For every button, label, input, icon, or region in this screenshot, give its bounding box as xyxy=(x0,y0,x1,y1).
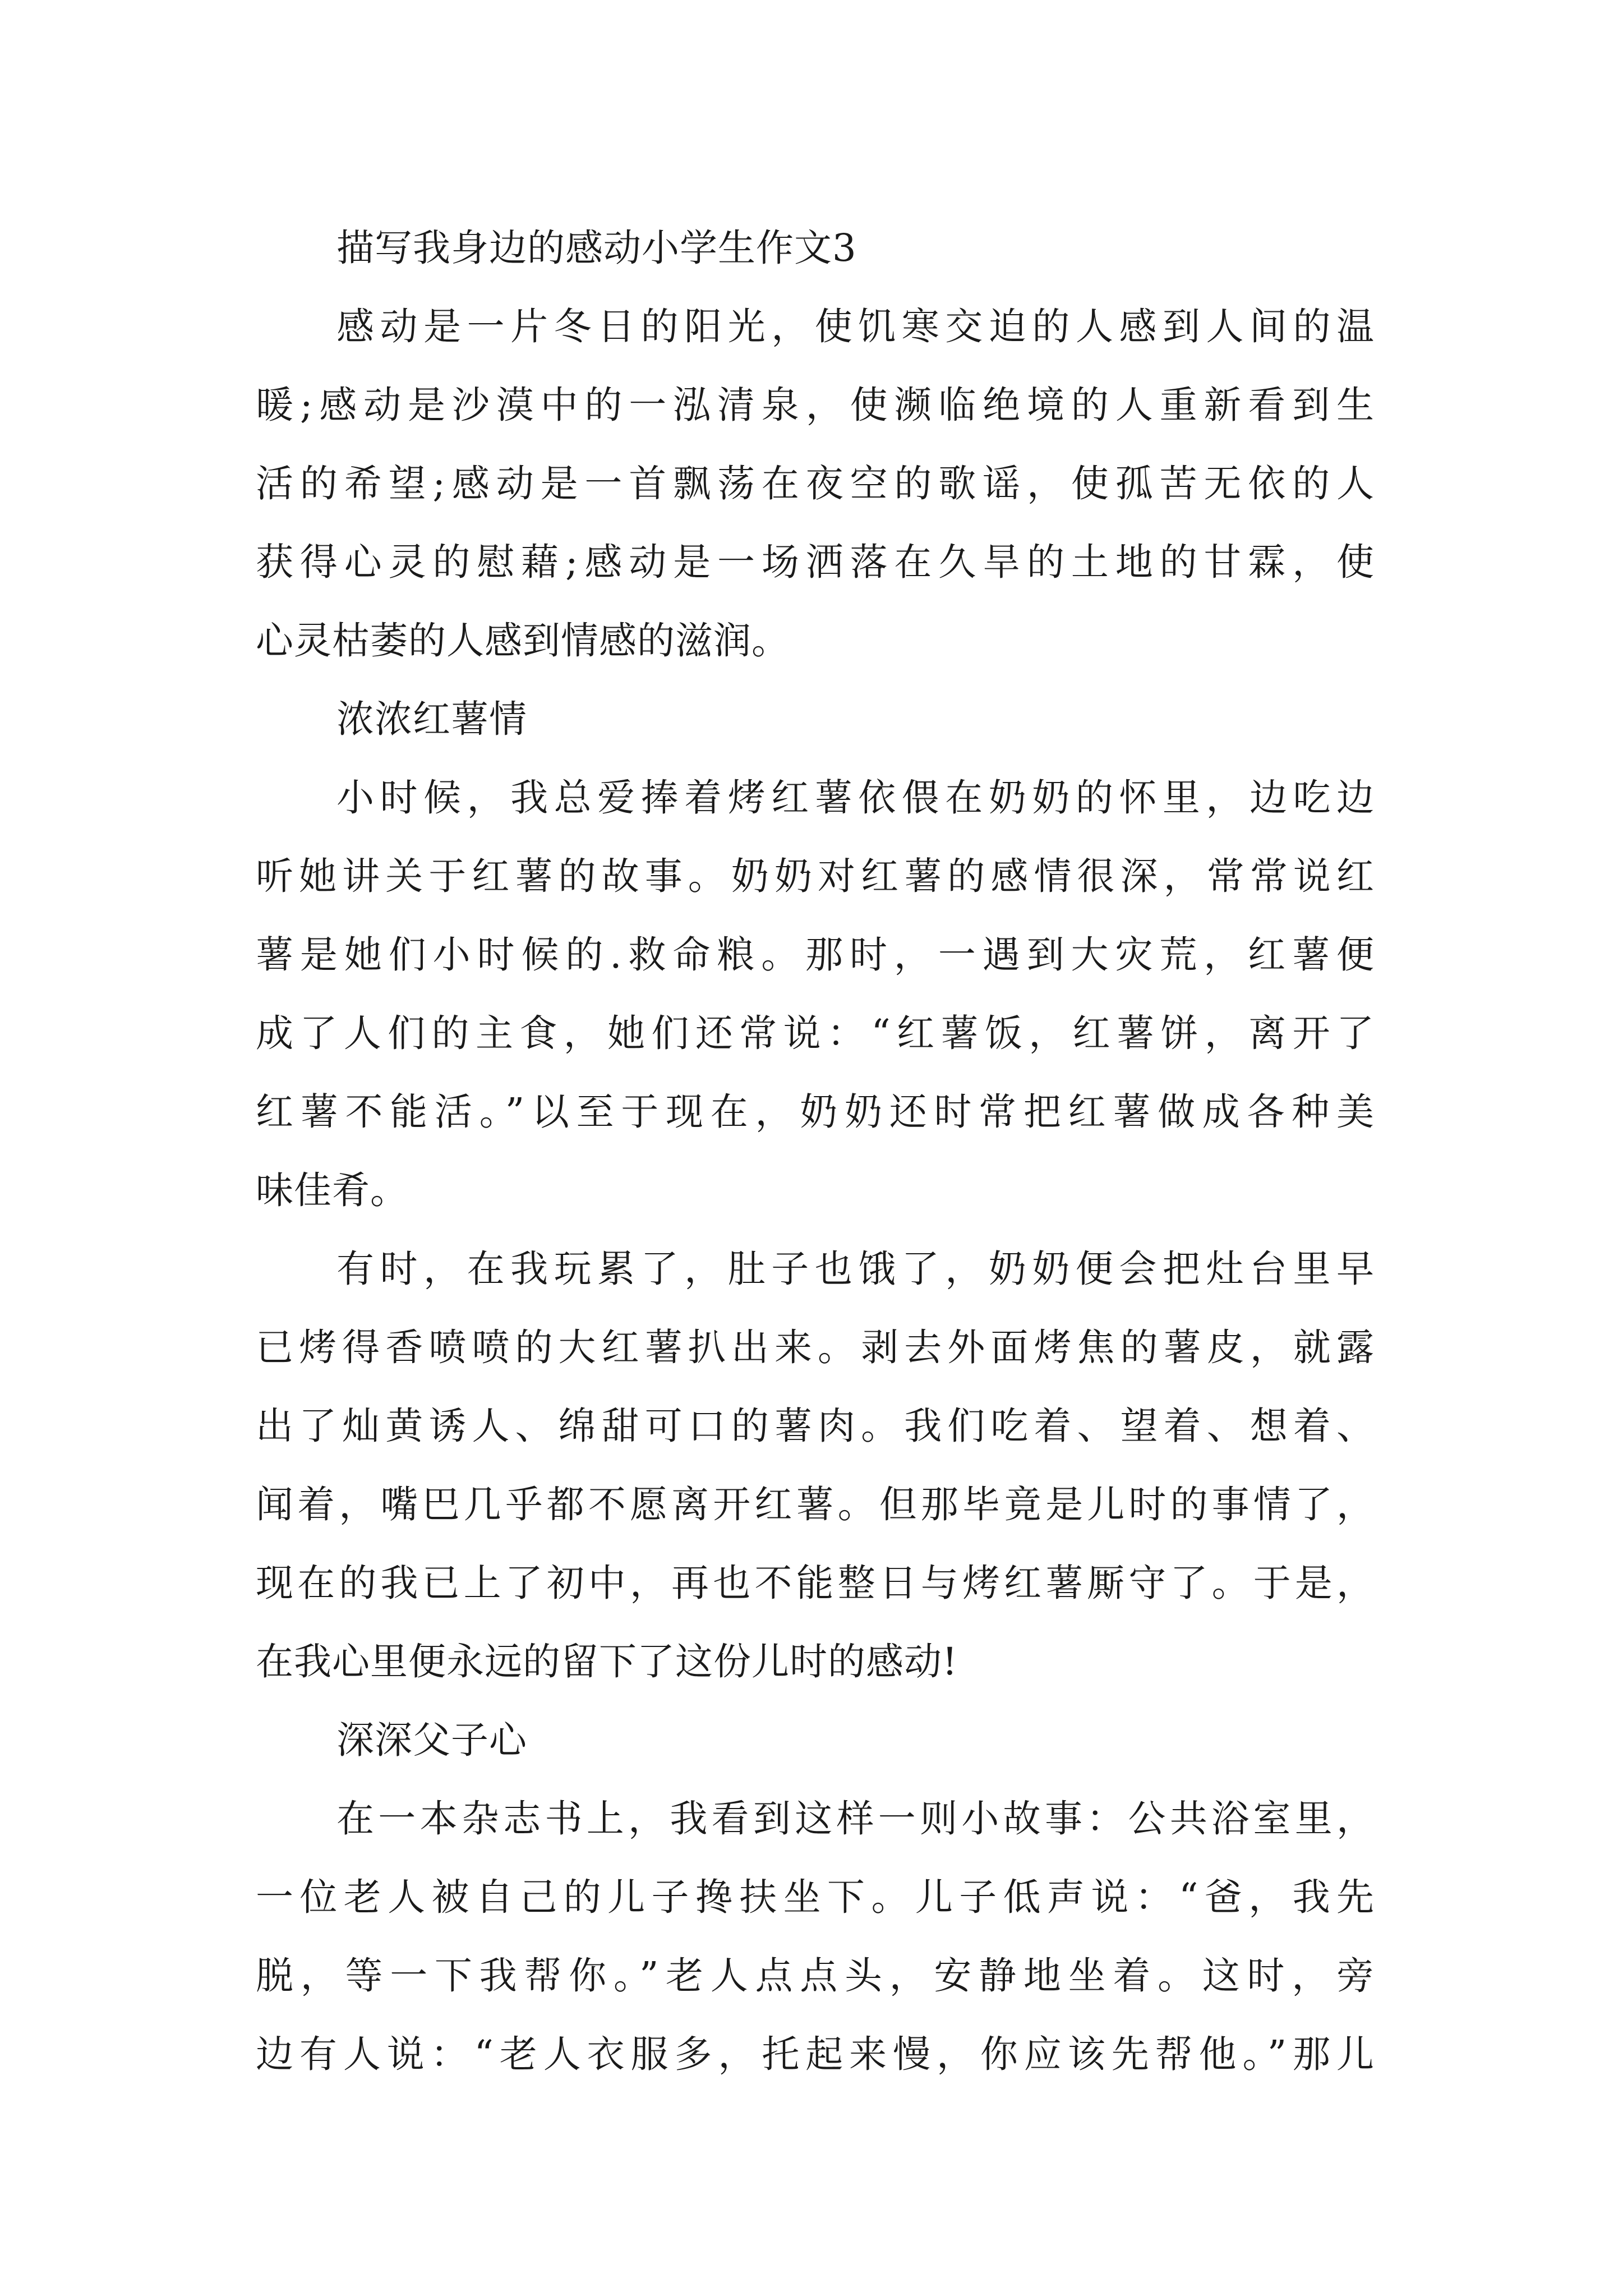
paragraph-line: 获得心灵的慰藉;感动是一场洒落在久旱的土地的甘霖，使 xyxy=(256,540,1375,584)
paragraph-line: 小时候，我总爱捧着烤红薯依偎在奶奶的怀里，边吃边 xyxy=(336,776,1375,820)
paragraph-line: 暖;感动是沙漠中的一泓清泉，使濒临绝境的人重新看到生 xyxy=(256,383,1375,427)
paragraph-line: 活的希望;感动是一首飘荡在夜空的歌谣，使孤苦无依的人 xyxy=(256,462,1375,505)
paragraph-line: 有时，在我玩累了，肚子也饿了，奶奶便会把灶台里早 xyxy=(336,1247,1375,1291)
section-heading: 深深父子心 xyxy=(336,1718,527,1762)
paragraph-line: 成了人们的主食，她们还常说：“红薯饭，红薯饼，离开了 xyxy=(256,1011,1375,1055)
paragraph-line: 红薯不能活。”以至于现在，奶奶还时常把红薯做成各种美 xyxy=(256,1090,1375,1134)
paragraph-line: 现在的我已上了初中，再也不能整日与烤红薯厮守了。于是， xyxy=(256,1561,1375,1605)
paragraph-line: 味佳肴。 xyxy=(256,1168,408,1212)
document-body xyxy=(256,209,1375,2093)
paragraph-line: 一位老人被自己的儿子搀扶坐下。儿子低声说：“爸，我先 xyxy=(256,1875,1375,1919)
paragraph-line: 脱，等一下我帮你。”老人点点头，安静地坐着。这时，旁 xyxy=(256,1954,1375,1998)
paragraph-line: 心灵枯萎的人感到情感的滋润。 xyxy=(256,619,790,662)
paragraph-line: 闻着，嘴巴几乎都不愿离开红薯。但那毕竟是儿时的事情了， xyxy=(256,1483,1375,1526)
paragraph-line: 感动是一片冬日的阳光，使饥寒交迫的人感到人间的温 xyxy=(336,305,1375,348)
paragraph-line: 已烤得香喷喷的大红薯扒出来。剥去外面烤焦的薯皮，就露 xyxy=(256,1326,1375,1369)
paragraph-line: 在我心里便永远的留下了这份儿时的感动! xyxy=(256,1640,958,1683)
paragraph-line: 在一本杂志书上，我看到这样一则小故事：公共浴室里， xyxy=(336,1797,1375,1841)
essay-title: 描写我身边的感动小学生作文3 xyxy=(336,226,857,270)
paragraph-line: 边有人说：“老人衣服多，托起来慢，你应该先帮他。”那儿 xyxy=(256,2032,1375,2076)
paragraph-line: 听她讲关于红薯的故事。奶奶对红薯的感情很深，常常说红 xyxy=(256,854,1375,898)
paragraph-line: 薯是她们小时候的.救命粮。那时，一遇到大灾荒，红薯便 xyxy=(256,933,1375,977)
paragraph-line: 出了灿黄诱人、绵甜可口的薯肉。我们吃着、望着、想着、 xyxy=(256,1404,1375,1448)
section-heading: 浓浓红薯情 xyxy=(336,697,527,741)
